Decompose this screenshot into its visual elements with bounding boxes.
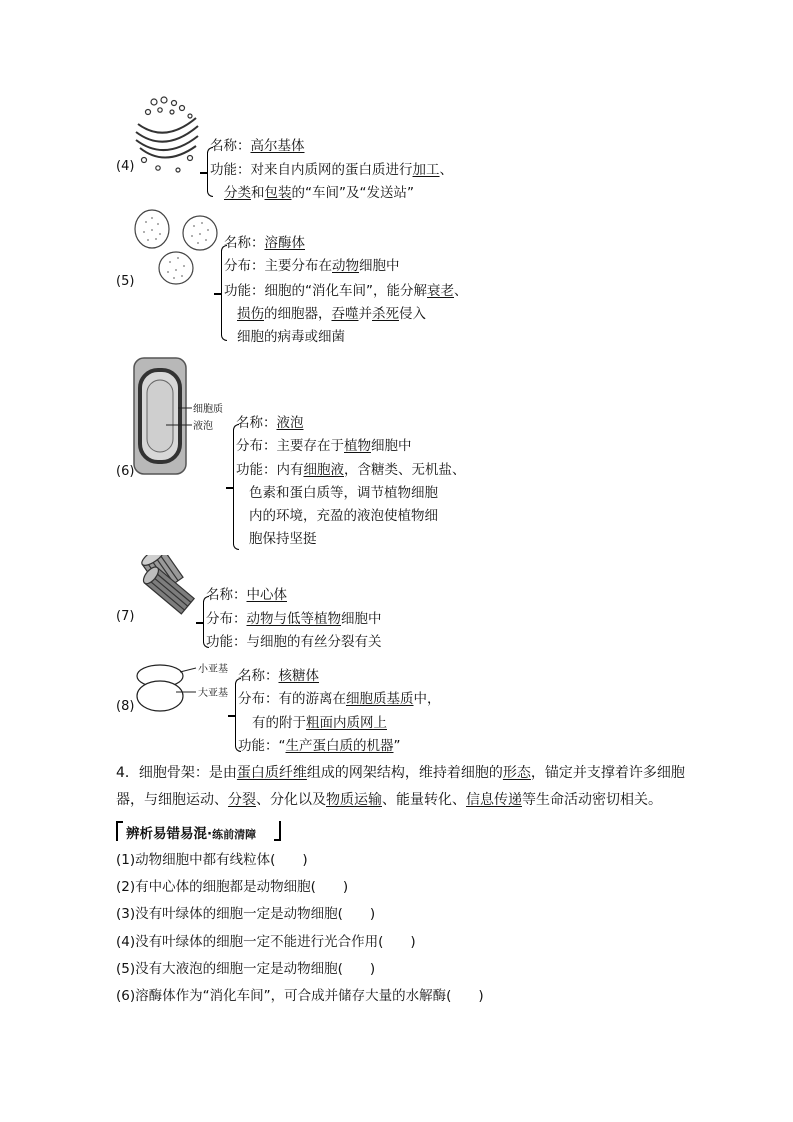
function-line-3: 内的环境，充盈的液泡使植物细 xyxy=(249,508,438,524)
name-line: 名称：溶酶体 xyxy=(224,235,305,251)
answer-blank: 液泡 xyxy=(276,415,304,431)
function-line: 功能：细胞的“消化车间”，能分解衰老、 xyxy=(224,283,468,299)
answer-blank: 加工 xyxy=(412,162,440,178)
heading-main: 辨析易错易混 xyxy=(126,826,207,842)
function-line: 功能：内有细胞液，含糖类、无机盐、 xyxy=(236,462,466,478)
function-line-4: 胞保持坚挺 xyxy=(249,531,317,547)
function-line: 功能：对来自内质网的蛋白质进行加工、 xyxy=(210,162,453,178)
answer-blank: 粗面内质网上 xyxy=(306,715,387,731)
answer-blank: 形态 xyxy=(502,765,531,781)
distribution-line-2: 有的附于粗面内质网上 xyxy=(252,715,387,731)
name-line: 名称：液泡 xyxy=(236,415,304,431)
vacuole-label: 液泡 xyxy=(193,421,213,432)
answer-blank: 物质运输 xyxy=(326,792,382,808)
name-line: 名称：高尔基体 xyxy=(210,138,305,154)
answer-blank: 溶酶体 xyxy=(264,235,305,251)
large-subunit-label: 大亚基 xyxy=(198,688,228,699)
answer-blank: 细胞质基质 xyxy=(346,691,414,707)
item-number: (5) xyxy=(116,274,135,289)
question-6: (6)溶酶体作为“消化车间”，可合成并储存大量的水解酶( ) xyxy=(116,988,484,1004)
item-number: (8) xyxy=(116,699,135,714)
lysosome-illustration xyxy=(132,208,222,286)
answer-blank: 分类 xyxy=(224,185,251,201)
question-4: (4)没有叶绿体的细胞一定不能进行光合作用( ) xyxy=(116,934,416,950)
answer-blank: 损伤 xyxy=(237,306,264,322)
item-number: (7) xyxy=(116,609,135,624)
cytoskeleton-paragraph-line-2: 器，与细胞运动、分裂、分化以及物质运输、能量转化、信息传递等生命活动密切相关。 xyxy=(116,792,662,808)
answer-blank: 衰老 xyxy=(427,283,454,299)
small-subunit-label: 小亚基 xyxy=(198,664,228,675)
distribution-line: 分布：主要存在于植物细胞中 xyxy=(236,438,412,454)
centrosome-illustration xyxy=(134,555,206,625)
answer-blank: 高尔基体 xyxy=(250,138,305,154)
heading-sub: 练前清障 xyxy=(212,828,257,841)
function-line-2: 色素和蛋白质等，调节植物细胞 xyxy=(249,485,438,501)
answer-blank: 动物 xyxy=(332,258,359,274)
distribution-line: 分布：主要分布在动物细胞中 xyxy=(224,258,400,274)
name-line: 名称：中心体 xyxy=(206,587,287,603)
answer-blank: 生产蛋白质的机器 xyxy=(285,738,394,754)
ribosome-illustration xyxy=(136,654,240,726)
answer-blank: 包装 xyxy=(264,185,292,201)
answer-blank: 动物与低等植物 xyxy=(246,611,341,627)
question-5: (5)没有大液泡的细胞一定是动物细胞( ) xyxy=(116,961,376,977)
item-number: (6) xyxy=(116,464,135,479)
heading-dot: · xyxy=(207,826,213,842)
distribution-line: 分布：有的游离在细胞质基质中， xyxy=(238,691,441,707)
item-number: (4) xyxy=(116,159,135,174)
question-1: (1)动物细胞中都有线粒体( ) xyxy=(116,852,308,868)
function-line-2: 损伤的细胞器，吞噬并杀死侵入 xyxy=(237,306,426,322)
answer-blank: 蛋白质纤维 xyxy=(236,765,307,781)
function-line-3: 细胞的病毒或细菌 xyxy=(237,329,345,345)
name-line: 名称：核糖体 xyxy=(238,668,319,684)
answer-blank: 细胞液 xyxy=(303,462,344,478)
function-line-2: 分类和包装的“车间”及“发送站” xyxy=(224,185,414,201)
function-line: 功能：与细胞的有丝分裂有关 xyxy=(206,634,382,650)
answer-blank: 植物 xyxy=(344,438,371,454)
question-2: (2)有中心体的细胞都是动物细胞( ) xyxy=(116,879,349,895)
answer-blank: 吞噬 xyxy=(331,306,359,322)
distribution-line: 分布：动物与低等植物细胞中 xyxy=(206,611,382,627)
section-heading xyxy=(116,821,281,841)
question-3: (3)没有叶绿体的细胞一定是动物细胞( ) xyxy=(116,906,376,922)
answer-blank: 信息传递 xyxy=(466,792,522,808)
golgi-illustration xyxy=(130,96,205,176)
cytoskeleton-paragraph-line-1: 4．细胞骨架：是由蛋白质纤维组成的网架结构，维持着细胞的形态，锚定并支撑着许多细胞 xyxy=(116,765,685,781)
function-line: 功能：“生产蛋白质的机器” xyxy=(238,738,401,754)
cytoplasm-label: 细胞质 xyxy=(193,404,223,415)
vacuole-illustration xyxy=(130,356,235,476)
answer-blank: 分裂 xyxy=(228,792,256,808)
answer-blank: 核糖体 xyxy=(278,668,319,684)
answer-blank: 中心体 xyxy=(246,587,287,603)
answer-blank: 杀死 xyxy=(372,306,399,322)
